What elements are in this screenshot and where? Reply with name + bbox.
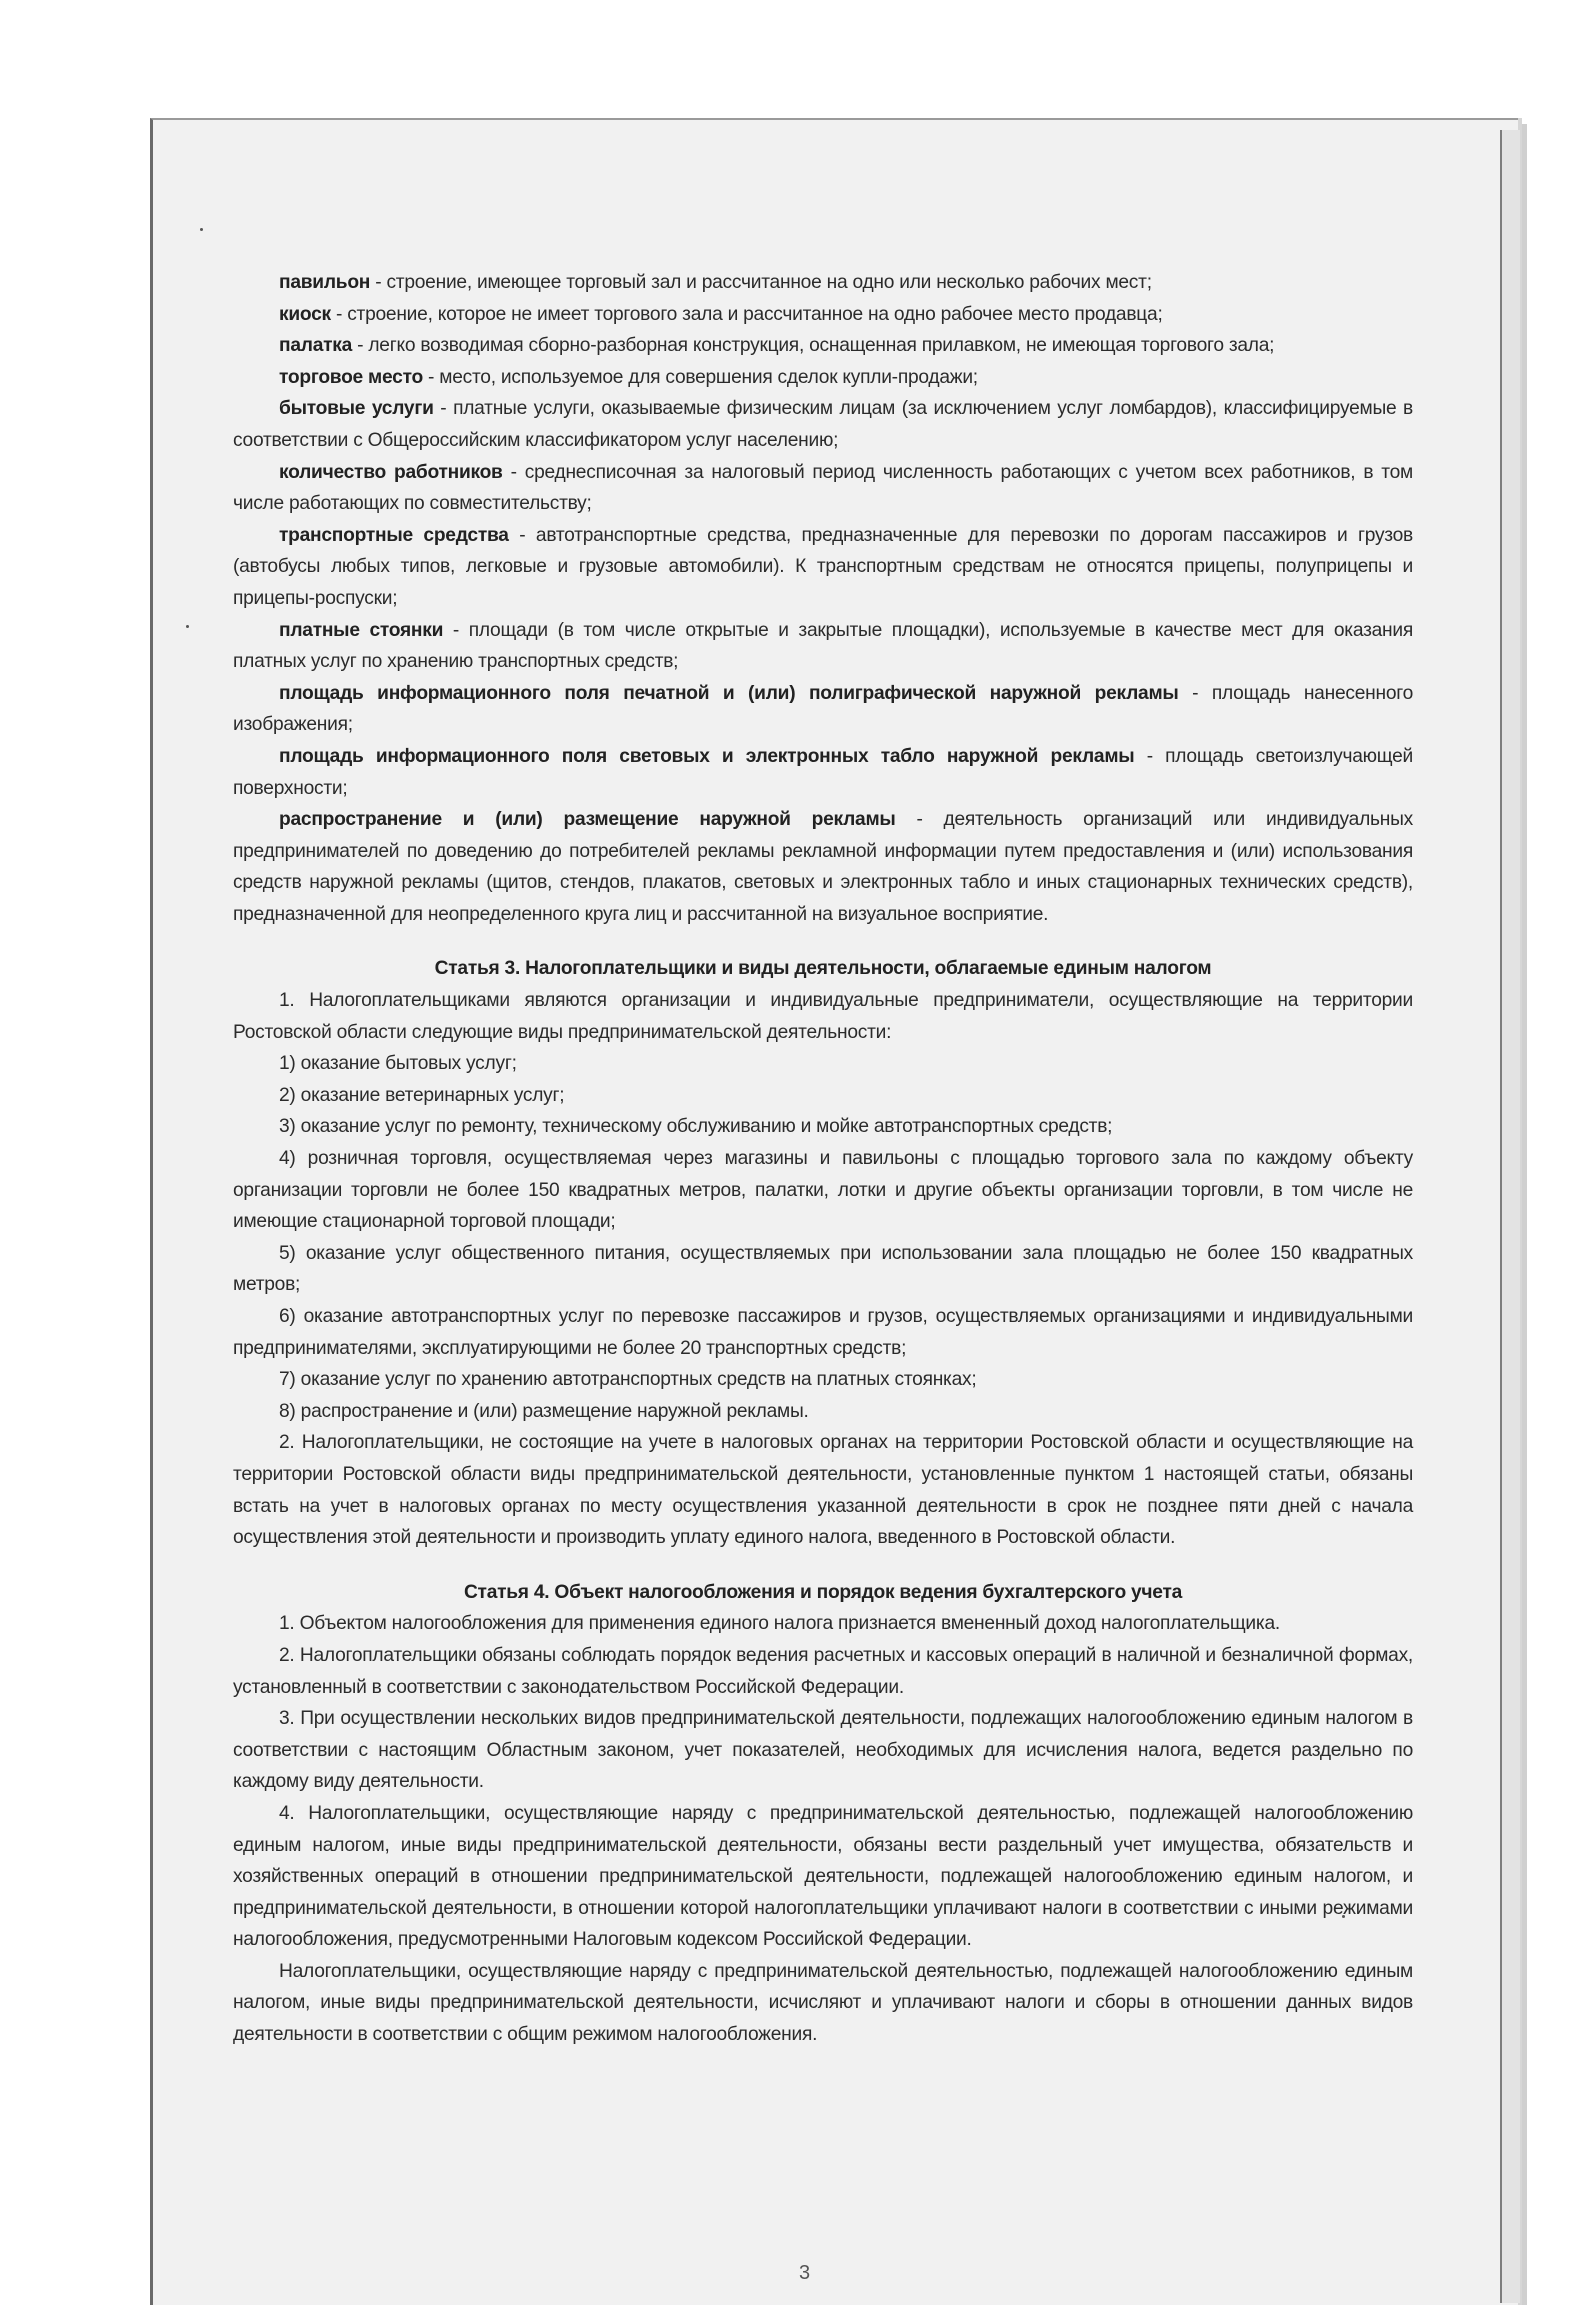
article-3-heading: Статья 3. Налогоплательщики и виды деятельности, облагаемые единым налогом (434, 958, 1212, 980)
definition-term: бытовые услуги (279, 398, 434, 420)
article-4-section (233, 1577, 1413, 2051)
definition-term: киоск (279, 303, 331, 325)
page-edge (1500, 130, 1520, 2303)
definition-paragraph (233, 457, 1413, 520)
definition-text: - площадь нанесенного изображения; (233, 682, 1413, 736)
article-list-item: 6) оказание автотранспортных услуг по перевозке пассажиров и грузов, осуществляемых организациями и индивидуальными предпринимателями, эксплуатирующими не более 20 транспортных средств; (233, 1306, 1413, 1359)
article-list-item: 4) розничная торговля, осуществляемая через магазины и павильоны с площадью торгового зала по каждому объекту организации торговли не более 150 квадратных метров, палатки, лотки и другие объекты организации торговли, в том числе не имеющие стационарной торговой площади; (233, 1148, 1413, 1233)
definition-text: - место, используемое для совершения сделок купли-продажи; (422, 366, 978, 388)
article-4-heading: Статья 4. Объект налогообложения и порядок ведения бухгалтерского учета (463, 1581, 1183, 1603)
definition-paragraph (233, 267, 1413, 299)
definition-paragraph (233, 615, 1413, 678)
definition-paragraph (233, 362, 1413, 394)
definitions-section (233, 267, 1413, 930)
definition-paragraph (233, 520, 1413, 615)
definition-text: - площадь светоизлучающей поверхности; (233, 745, 1413, 799)
scan-speck (200, 228, 203, 231)
definition-paragraph (233, 804, 1413, 930)
definition-paragraph (233, 741, 1413, 804)
definition-term: площадь информационного поля печатной и (или) полиграфической наружной рекламы (279, 682, 1179, 704)
definition-term: количество работников (279, 461, 503, 483)
page-number: 3 (799, 2262, 811, 2284)
definition-text: - платные услуги, оказываемые физическим лицам (за исключением услуг ломбардов), классифицируемые в соответствии с Общероссийским классификатором услуг населению; (233, 398, 1413, 451)
scan-speck (186, 625, 189, 628)
definition-text: - легко возводимая сборно-разборная конструкция, оснащенная прилавком, не имеющая торгового зала; (352, 335, 1275, 357)
definition-text: - деятельность организаций или индивидуальных предпринимателей по доведению до потребителей рекламы рекламной информации путем предоставления и (или) использования средств наружной рекламы (щитов, стендов, плакатов, световых и электронных табло и иных стационарных технических средств), предназначенной для неопределенного круга лиц и рассчитанной на визуальное восприятие. (233, 809, 1413, 925)
definition-term: платные стоянки (279, 619, 444, 641)
definition-term: павильон (279, 272, 371, 293)
definition-text: - строение, имеющее торговый зал и рассчитанное на одно или несколько рабочих мест; (370, 272, 1152, 293)
document-body (233, 267, 1413, 2051)
article-3-section (233, 953, 1413, 1553)
article-paragraph: 2. Налогоплательщики, не состоящие на учете в налоговых органах на территории Ростовской области и осуществляющие на территории Ростовской области виды предпринимательской деятельности, установленные пунктом 1 настоящей статьи, обязаны встать на учет в налоговых органах по месту осуществления указанной деятельности в срок не позднее пяти дней с начала осуществления этой деятельности и производить уплату единого налога, введенного в Ростовской области. (233, 1432, 1413, 1549)
article-list-item: 5) оказание услуг общественного питания, осуществляемых при использовании зала площадью не более 150 квадратных метров; (233, 1242, 1413, 1296)
article-list-item: 3) оказание услуг по ремонту, техническому обслуживанию и мойке автотранспортных средств; (279, 1116, 1113, 1138)
article-paragraph: 4. Налогоплательщики, осуществляющие наряду с предпринимательской деятельностью, подлежащей налогообложению единым налогом, иные виды предпринимательской деятельности, обязаны вести раздельный учет имущества, обязательств и хозяйственных операций в отношении предпринимательской деятельности, подлежащей налогообложению единым налогом, и предпринимательской деятельности, в отношении которой налогоплательщики уплачивают налоги в соответствии с иными режимами налогообложения, предусмотренными Налоговым кодексом Российской Федерации. (233, 1802, 1413, 1951)
definition-term: палатка (279, 335, 353, 357)
definition-term: площадь информационного поля световых и электронных табло наружной рекламы (279, 745, 1135, 767)
definition-paragraph (233, 330, 1413, 362)
definition-paragraph (233, 678, 1413, 741)
article-paragraph: 1. Объектом налогообложения для применения единого налога признается вмененный доход налогоплательщика. (279, 1613, 1280, 1635)
definition-text: - строение, которое не имеет торгового зала и рассчитанное на одно рабочее место продавца; (330, 303, 1163, 325)
definition-term: транспортные средства (279, 524, 509, 546)
article-list-item: 2) оказание ветеринарных услуг; (279, 1084, 565, 1106)
definition-text: - площади (в том числе открытые и закрытые площадки), используемые в качестве мест для оказания платных услуг по хранению транспортных средств; (233, 619, 1413, 673)
definition-text: - среднесписочная за налоговый период численность работающих с учетом всех работников, в том числе работающих по совместительству; (233, 461, 1413, 515)
article-list-item: 1) оказание бытовых услуг; (279, 1053, 517, 1075)
definition-text: - автотранспортные средства, предназначенные для перевозки по дорогам пассажиров и грузов (автобусы любых типов, легковые и грузовые автомобили). К транспортным средствам не относятся прицепы, полуприцепы и прицепы-роспуски; (233, 524, 1413, 609)
definition-paragraph (233, 299, 1413, 331)
article-paragraph: 3. При осуществлении нескольких видов предпринимательской деятельности, подлежащих налогообложению единым налогом в соответствии с настоящим Областным законом, учет показателей, необходимых для исчисления налога, ведется раздельно по каждому виду деятельности. (233, 1708, 1413, 1793)
definition-term: распространение и (или) размещение наружной рекламы (279, 809, 896, 831)
article-list-item: 8) распространение и (или) размещение наружной рекламы. (279, 1400, 809, 1422)
article-list-item: 7) оказание услуг по хранению автотранспортных средств на платных стоянках; (279, 1369, 977, 1391)
definition-term: торговое место (279, 366, 423, 388)
article-paragraph: Налогоплательщики, осуществляющие наряду с предпринимательской деятельностью, подлежащей налогообложению единым налогом, иные виды предпринимательской деятельности, исчисляют и уплачивают налоги и сборы в отношении данных видов деятельности в соответствии с общим режимом налогообложения. (233, 1960, 1413, 2046)
article-paragraph: 1. Налогоплательщиками являются организации и индивидуальные предприниматели, осуществляющие на территории Ростовской области следующие виды предпринимательской деятельности: (233, 990, 1413, 1043)
definition-paragraph (233, 393, 1413, 456)
article-paragraph: 2. Налогоплательщики обязаны соблюдать порядок ведения расчетных и кассовых операций в наличной и безналичной формах, установленный в соответствии с законодательством Российской Федерации. (233, 1644, 1413, 1698)
